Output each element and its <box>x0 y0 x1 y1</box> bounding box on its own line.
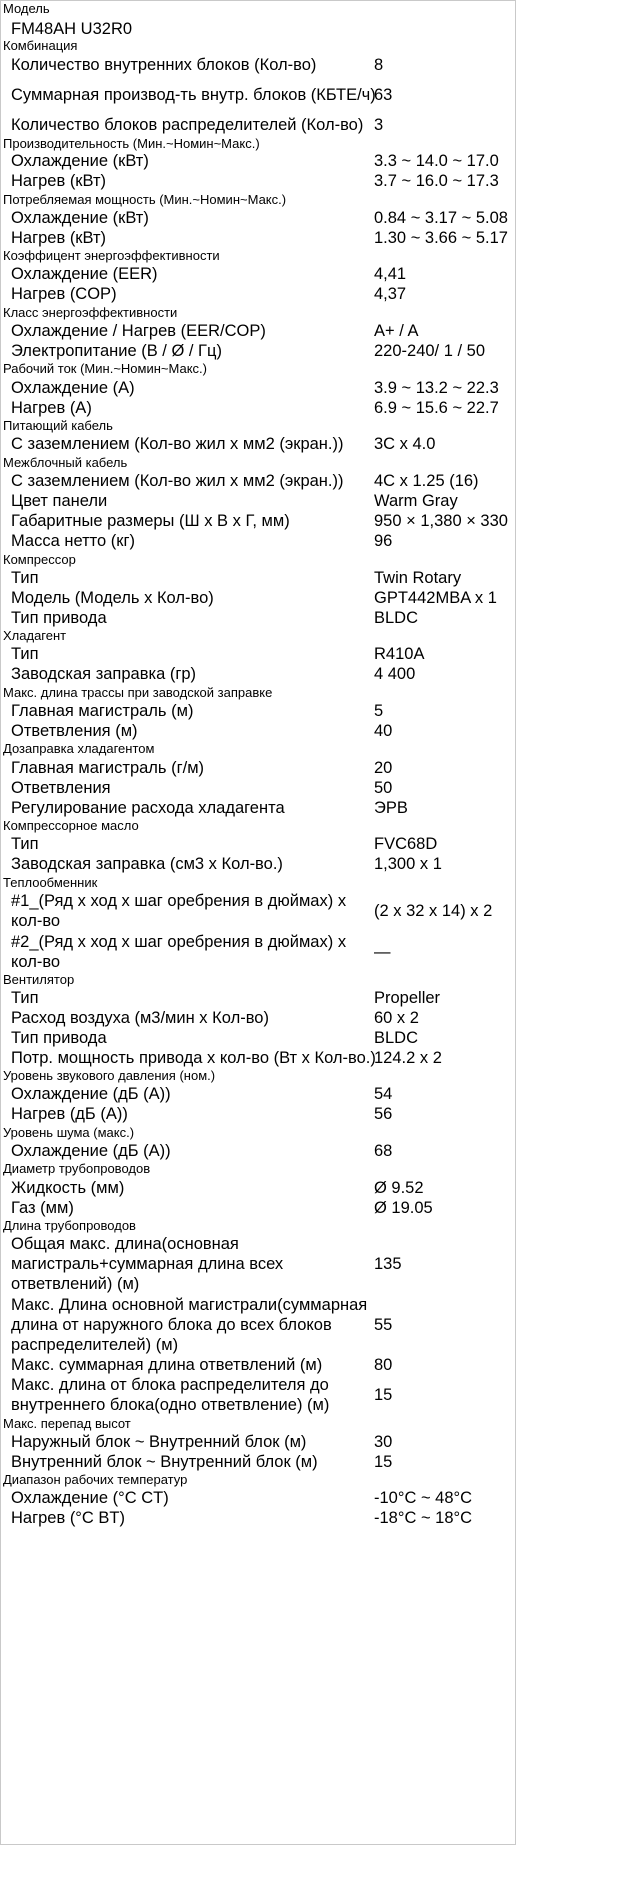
spec-label: Охлаждение (кВт) <box>11 152 149 170</box>
spec-label: С заземлением (Кол-во жил x мм2 (экран.)) <box>11 472 344 490</box>
spec-value: 6.9 ~ 15.6 ~ 22.7 <box>374 399 499 417</box>
spec-value: 3C x 4.0 <box>374 435 436 453</box>
spec-value: 54 <box>374 1085 393 1103</box>
spec-label: Масса нетто (кг) <box>11 532 136 550</box>
section-header: Дозаправка хладагентом <box>3 741 155 756</box>
spec-value: FVC68D <box>374 835 438 853</box>
spec-value: 15 <box>374 1386 393 1404</box>
spec-label: #1_(Ряд x ход x шаг оребрения в дюймах) x кол-во <box>11 892 347 930</box>
spec-label: Расход воздуха (м3/мин x Кол-во) <box>11 1009 269 1027</box>
spec-label: Тип <box>11 989 39 1007</box>
spec-value: 1.30 ~ 3.66 ~ 5.17 <box>374 229 508 247</box>
spec-value: 3.9 ~ 13.2 ~ 22.3 <box>374 379 499 397</box>
spec-value: BLDC <box>374 609 419 627</box>
section-header: Класс энергоэффективности <box>3 305 178 320</box>
spec-value: 124.2 x 2 <box>374 1049 442 1067</box>
spec-label: Регулирование расхода хладагента <box>11 799 285 817</box>
spec-value: 20 <box>374 759 393 777</box>
spec-label: Заводская заправка (гр) <box>11 665 197 683</box>
spec-label: С заземлением (Кол-во жил x мм2 (экран.)) <box>11 435 344 453</box>
section-header: Комбинация <box>3 38 78 53</box>
spec-label: Тип привода <box>11 1029 107 1047</box>
spec-label: Внутренний блок ~ Внутренний блок (м) <box>11 1453 318 1471</box>
spec-label: Потр. мощность привода x кол-во (Вт x Кол-во.) <box>11 1049 376 1067</box>
section-header: Диаметр трубопроводов <box>3 1161 151 1176</box>
section-header: Макс. перепад высот <box>3 1416 131 1431</box>
spec-value: Ø 9.52 <box>374 1179 424 1197</box>
section-header: Вентилятор <box>3 972 75 987</box>
spec-label: #2_(Ряд x ход x шаг оребрения в дюймах) x кол-во <box>11 933 347 971</box>
spec-label: Нагрев (А) <box>11 399 92 417</box>
spec-value: 4C x 1.25 (16) <box>374 472 479 490</box>
spec-value: Ø 19.05 <box>374 1199 433 1217</box>
spec-value: Propeller <box>374 989 441 1007</box>
spec-label: Количество блоков распределителей (Кол-во) <box>11 116 364 134</box>
spec-value: 63 <box>374 86 393 104</box>
section-header: Потребляемая мощность (Мин.~Номин~Макс.) <box>3 192 287 207</box>
spec-label: Количество внутренних блоков (Кол-во) <box>11 56 317 74</box>
spec-value: Twin Rotary <box>374 569 462 587</box>
spec-value: (2 x 32 x 14) x 2 <box>374 902 493 920</box>
spec-value: 8 <box>374 56 384 74</box>
spec-value: ЭРВ <box>374 799 408 817</box>
spec-label: Охлаждение (кВт) <box>11 209 149 227</box>
spec-label: Охлаждение / Нагрев (EER/COP) <box>11 322 266 340</box>
spec-label: Охлаждение (EER) <box>11 265 158 283</box>
spec-value: 60 x 2 <box>374 1009 419 1027</box>
spec-label: Тип привода <box>11 609 107 627</box>
section-header: Диапазон рабочих температур <box>3 1472 188 1487</box>
spec-label: Газ (мм) <box>11 1199 74 1217</box>
spec-label: Макс. суммарная длина ответвлений (м) <box>11 1356 323 1374</box>
spec-label: Нагрев (кВт) <box>11 229 107 247</box>
section-header: Коэффицент энергоэффективности <box>3 248 220 263</box>
spec-label: Охлаждение (°C CT) <box>11 1489 169 1507</box>
spec-value: 3 <box>374 116 384 134</box>
spec-label: Модель (Модель x Кол-во) <box>11 589 214 607</box>
section-header: Макс. длина трассы при заводской заправке <box>3 685 273 700</box>
spec-label: Охлаждение (А) <box>11 379 135 397</box>
spec-label: Ответвления <box>11 779 111 797</box>
spec-value: 950 × 1,380 × 330 <box>374 512 508 530</box>
spec-value: -10°C ~ 48°C <box>374 1489 473 1507</box>
spec-value: 135 <box>374 1255 402 1273</box>
spec-label: Нагрев (COP) <box>11 285 117 303</box>
spec-value: 5 <box>374 702 384 720</box>
spec-label: Общая макс. длина(основная магистраль+суммарная длина всех ответвлений) (м) <box>11 1235 284 1293</box>
spec-label: Нагрев (°C BT) <box>11 1509 125 1527</box>
spec-value: 96 <box>374 532 393 550</box>
section-header: Производительность (Мин.~Номин~Макс.) <box>3 136 260 151</box>
spec-value: 40 <box>374 722 393 740</box>
spec-value: 56 <box>374 1105 393 1123</box>
spec-label: Главная магистраль (г/м) <box>11 759 205 777</box>
spec-value: R410A <box>374 645 425 663</box>
section-header: Теплообменник <box>3 875 98 890</box>
spec-label: Ответвления (м) <box>11 722 138 740</box>
section-header: Уровень звукового давления (ном.) <box>3 1068 216 1083</box>
section-header: Межблочный кабель <box>3 455 128 470</box>
spec-label: Тип <box>11 569 39 587</box>
spec-value: 0.84 ~ 3.17 ~ 5.08 <box>374 209 508 227</box>
spec-value: 4 400 <box>374 665 416 683</box>
spec-value: 68 <box>374 1142 393 1160</box>
spec-label: Охлаждение (дБ (А)) <box>11 1142 171 1160</box>
spec-label: Электропитание (В / Ø / Гц) <box>11 342 222 360</box>
spec-value: GPT442MBA x 1 <box>374 589 497 607</box>
spec-label: Главная магистраль (м) <box>11 702 194 720</box>
spec-value: 80 <box>374 1356 393 1374</box>
spec-value: 30 <box>374 1433 393 1451</box>
section-header: Питающий кабель <box>3 418 113 433</box>
spec-label: Тип <box>11 835 39 853</box>
model-category: Модель <box>3 1 50 16</box>
spec-label: Суммарная производ-ть внутр. блоков (КБТЕ/ч) <box>11 86 376 104</box>
spec-value: 4,41 <box>374 265 407 283</box>
spec-value: 50 <box>374 779 393 797</box>
section-header: Рабочий ток (Мин.~Номин~Макс.) <box>3 361 207 376</box>
spec-value: 15 <box>374 1453 393 1471</box>
spec-value: 55 <box>374 1316 393 1334</box>
spec-value: A+ / A <box>374 322 419 340</box>
spec-value: 4,37 <box>374 285 407 303</box>
spec-label: Наружный блок ~ Внутренний блок (м) <box>11 1433 307 1451</box>
spec-label: Макс. длина от блока распределителя до внутреннего блока(одно ответвление) (м) <box>11 1376 330 1414</box>
spec-value: 3.3 ~ 14.0 ~ 17.0 <box>374 152 499 170</box>
spec-label: Цвет панели <box>11 492 108 510</box>
spec-label: Нагрев (дБ (А)) <box>11 1105 128 1123</box>
spec-value: 3.7 ~ 16.0 ~ 17.3 <box>374 172 499 190</box>
spec-value: BLDC <box>374 1029 419 1047</box>
spec-value: 1,300 x 1 <box>374 855 442 873</box>
spec-label: Нагрев (кВт) <box>11 172 107 190</box>
spec-label: Заводская заправка (см3 x Кол-во.) <box>11 855 283 873</box>
spec-value: Warm Gray <box>374 492 458 510</box>
spec-value: -18°C ~ 18°C <box>374 1509 473 1527</box>
spec-label: Габаритные размеры (Ш x В x Г, мм) <box>11 512 290 530</box>
section-header: Компрессор <box>3 552 76 567</box>
spec-label: Макс. Длина основной магистрали(суммарная длина от наружного блока до всех блоков распределителей) (м) <box>11 1296 368 1354</box>
spec-label: Охлаждение (дБ (А)) <box>11 1085 171 1103</box>
section-header: Хладагент <box>3 628 67 643</box>
spec-value: 220-240/ 1 / 50 <box>374 342 486 360</box>
spec-label: Тип <box>11 645 39 663</box>
section-header: Длина трубопроводов <box>3 1218 136 1233</box>
section-header: Компрессорное масло <box>3 818 139 833</box>
spec-label: Жидкость (мм) <box>11 1179 125 1197</box>
spec-value: — <box>374 943 391 961</box>
model-value: FM48AH U32R0 <box>11 20 133 38</box>
section-header: Уровень шума (макс.) <box>3 1125 135 1140</box>
